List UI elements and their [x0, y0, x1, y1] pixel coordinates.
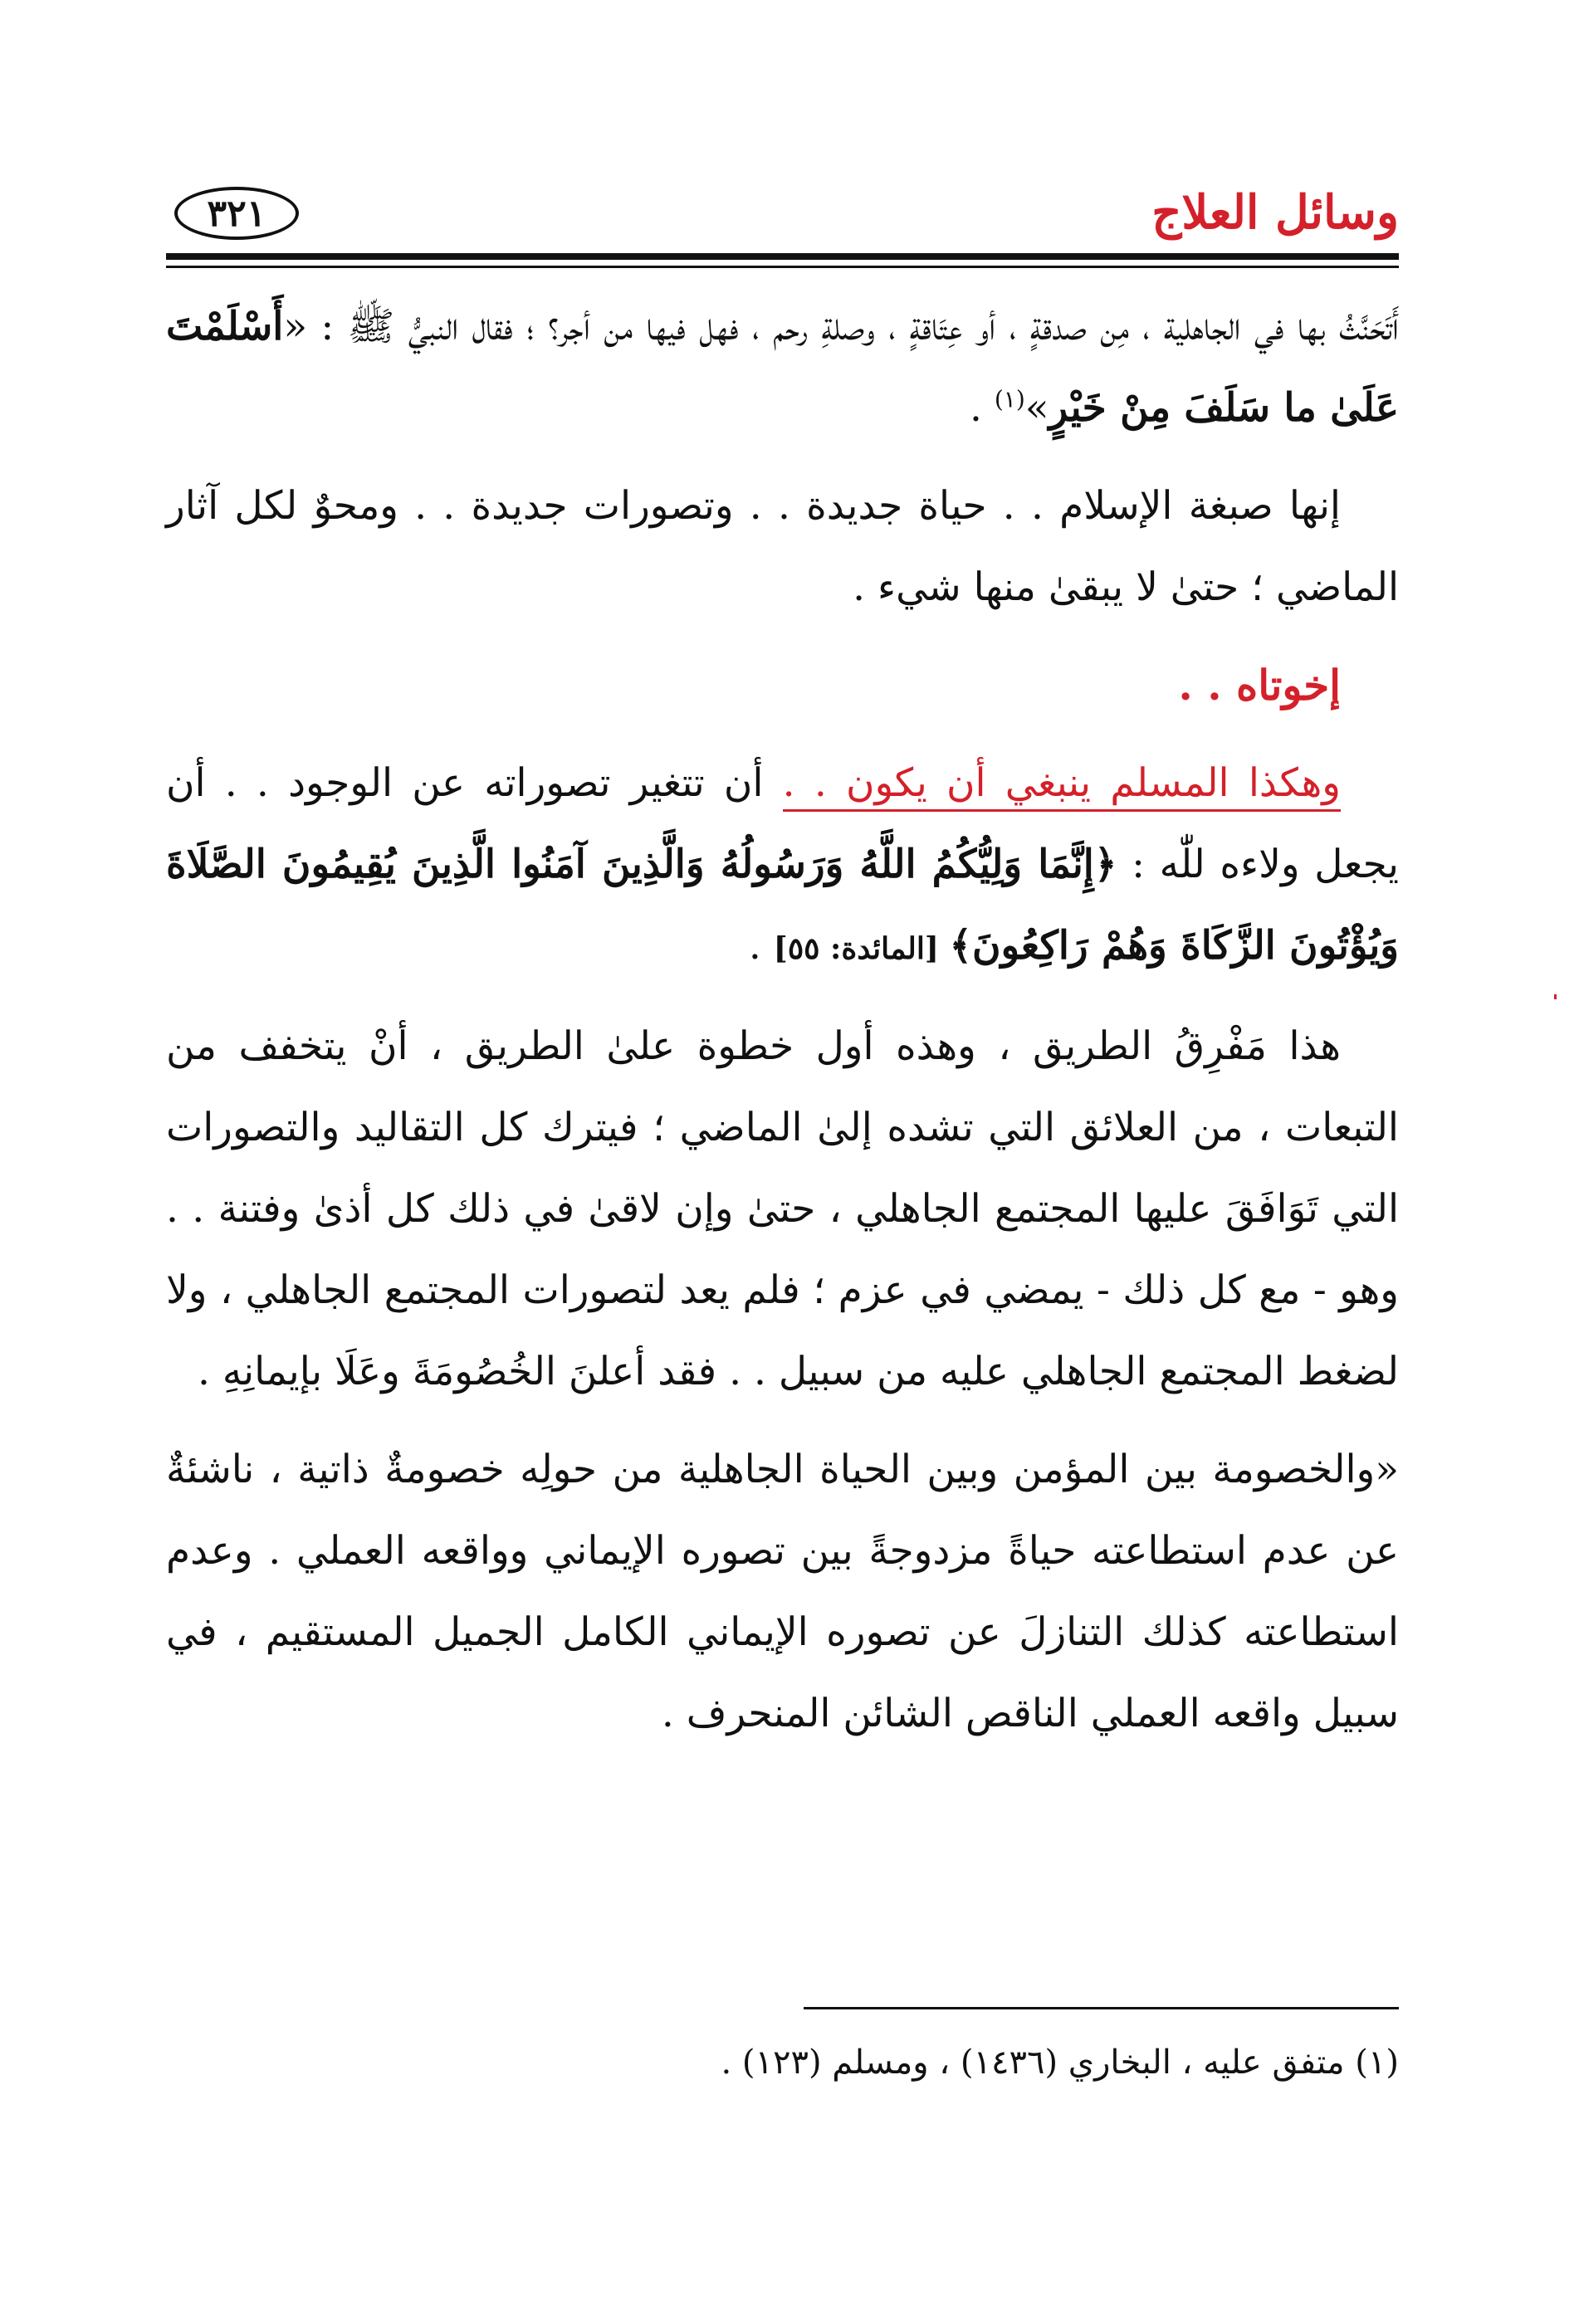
verse-reference: [المائدة: ٥٥]	[773, 931, 950, 966]
paragraph-1-end: .	[969, 385, 995, 431]
running-title: وسائل العلاج	[1151, 185, 1399, 240]
paragraph-3-text: أن تتغير تصوراته عن الوجود . . أن يجعل ولاءه للّٰه :	[166, 760, 1399, 887]
footnote: (١) متفق عليه ، البخاري (١٤٣٦) ، ومسلم (١٢٣) .	[721, 2043, 1399, 2082]
paragraph-1-text: أَتَحَنَّثُ بها في الجاهلية ، مِن صدقةٍ ، أو عِتَاقةٍ ، وصلةِ رحم ، فهل فيها من أجر؟ ؛ فقال النبيُّ ﷺ : «	[283, 304, 1399, 349]
quran-verse: ﴿إِنَّمَا وَلِيُّكُمُ اللَّهُ وَرَسُولُهُ وَالَّذِينَ آمَنُوا الَّذِينَ يُقِيمُونَ الصَّلَاةَ وَيُؤْتُونَ الزَّكَاةَ وَهُمْ رَاكِعُونَ﴾	[166, 842, 1399, 969]
paragraph-5: «والخصومة بين المؤمن وبين الحياة الجاهلية من حولِه خصومةٌ ذاتية ، ناشئةٌ عن عدم استطاعته حياةً مزدوجةً بين تصوره الإيماني وواقعه العملي . وعدم استطاعته كذلك التنازلَ عن تصوره الإيماني الكامل الجميل المستقيم ، في سبيل واقعه العملي الناقص الشائن المنحرف .	[166, 1447, 1399, 1736]
margin-mark	[1554, 994, 1557, 999]
quote-close: »	[1024, 385, 1049, 431]
page-header	[166, 170, 1399, 261]
paragraph-3	[166, 743, 1399, 989]
paragraph-1	[166, 286, 1399, 449]
section-heading: إخوتاه . .	[1178, 661, 1341, 710]
highlighted-phrase: وهكذا المسلم ينبغي أن يكون . .	[783, 760, 1341, 812]
footnote-rule	[804, 2007, 1399, 2009]
header-rule-thick	[166, 253, 1399, 260]
paragraph-2: إنها صبغة الإسلام . . حياة جديدة . . وتصورات جديدة . . ومحوٌ لكل آثار الماضي ؛ حتىٰ لا يبقىٰ منها شيء .	[166, 483, 1399, 610]
main-text	[166, 286, 1399, 1771]
header-rule-thin	[166, 266, 1399, 268]
page-number: ٣٢١	[174, 187, 299, 240]
paragraph-3-end: .	[748, 923, 774, 969]
footnote-marker: (١)	[994, 385, 1025, 413]
hadith-quote: أَسْلَمْتَ عَلَىٰ ما سَلَفَ مِنْ خَيْرٍ	[166, 304, 1399, 431]
paragraph-4: هذا مَفْرِقُ الطريق ، وهذه أول خطوة علىٰ الطريق ، أنْ يتخفف من التبعات ، من العلائق التي تشده إلىٰ الماضي ؛ فيترك كل التقاليد والتصورات التي تَوَافَقَ عليها المجتمع الجاهلي ، حتىٰ وإن لاقىٰ في ذلك كل أذىٰ وفتنة . . وهو - مع كل ذلك - يمضي في عزم ؛ فلم يعد لتصورات المجتمع الجاهلي ، ولا لضغط المجتمع الجاهلي عليه من سبيل . . فقد أعلنَ الخُصُومَةَ وعَلَا بإيمانِهِ .	[166, 1023, 1399, 1394]
